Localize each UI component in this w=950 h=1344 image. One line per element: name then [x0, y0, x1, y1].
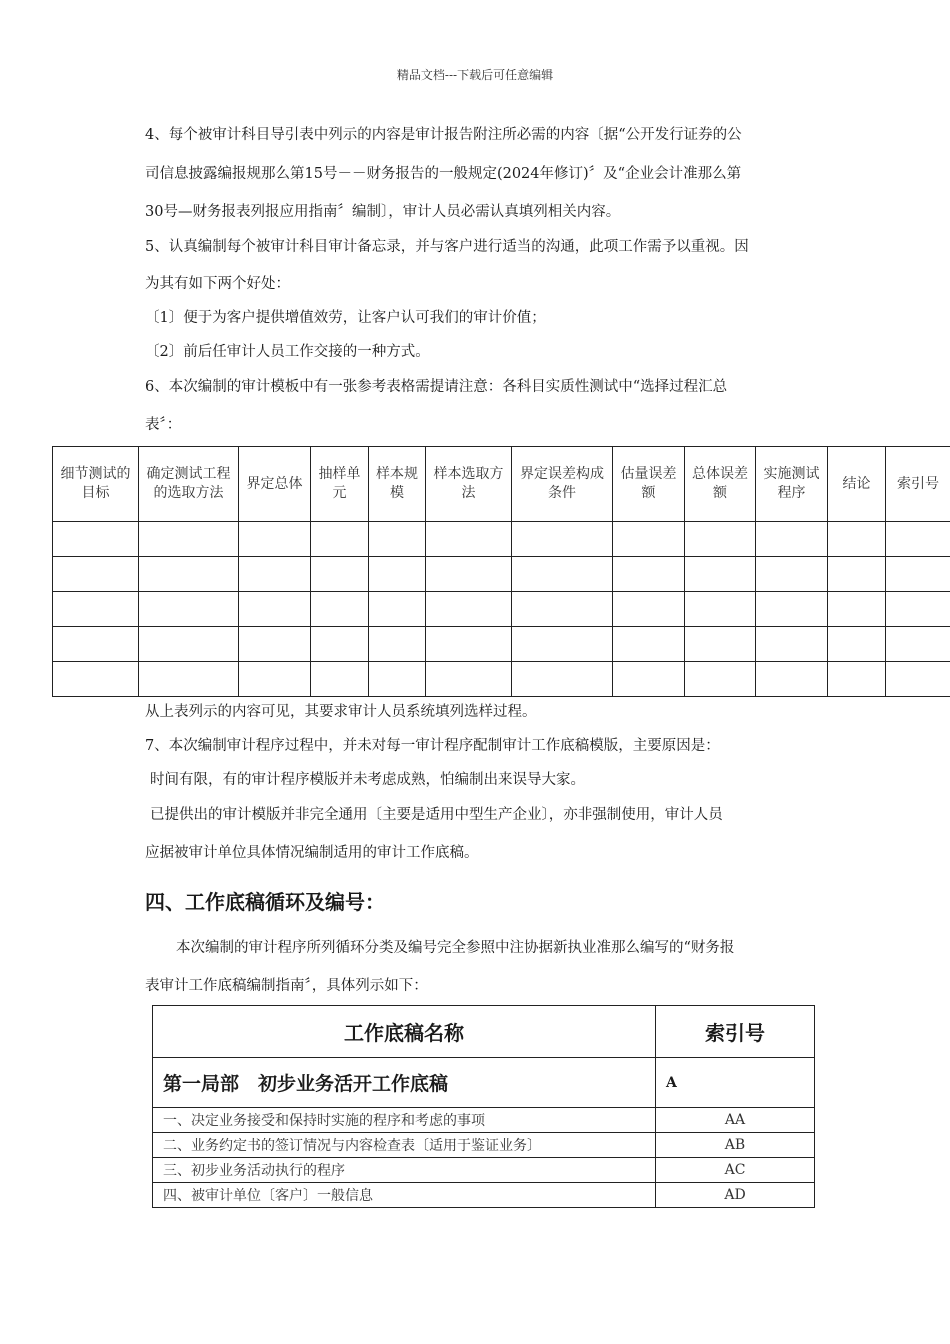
column-header: 界定总体	[239, 447, 311, 522]
paragraph-line: 司信息披露编报规那么第15号－－财务报告的一般规定(2024年修订)〞及“企业会计准那么第	[145, 166, 742, 182]
table-cell	[139, 592, 239, 627]
table-cell	[685, 662, 756, 697]
table-cell	[311, 522, 369, 557]
table-cell	[239, 627, 311, 662]
table-row	[153, 1183, 815, 1208]
row-name: 一、决定业务接受和保持时实施的程序和考虑的事项	[153, 1108, 656, 1133]
paragraph-line: 从上表列示的内容可见，其要求审计人员系统填列选样过程。	[145, 704, 537, 720]
table-row	[153, 1108, 815, 1133]
table-cell	[311, 557, 369, 592]
table-cell	[756, 592, 828, 627]
table-row	[53, 627, 950, 662]
table-cell	[139, 557, 239, 592]
sample-selection-table	[52, 446, 950, 697]
paragraph-line: 表审计工作底稿编制指南〞，具体列示如下：	[145, 978, 428, 994]
table-cell	[828, 592, 886, 627]
part-index: A	[656, 1058, 815, 1108]
row-name: 二、业务约定书的签订情况与内容检查表〔适用于鉴证业务〕	[153, 1133, 656, 1158]
table-row	[153, 1133, 815, 1158]
table-cell	[239, 592, 311, 627]
table-row	[53, 592, 950, 627]
table-cell	[239, 522, 311, 557]
table-cell	[613, 557, 685, 592]
row-name: 三、初步业务活动执行的程序	[153, 1158, 656, 1183]
table-cell	[512, 662, 613, 697]
paragraph-line: 为其有如下两个好处：	[145, 276, 290, 292]
column-header: 抽样单元	[311, 447, 369, 522]
table-cell	[756, 662, 828, 697]
table-body	[53, 522, 950, 697]
table-cell	[613, 592, 685, 627]
column-header: 确定测试工程的选取方法	[139, 447, 239, 522]
table-cell	[53, 557, 139, 592]
column-header: 细节测试的目标	[53, 447, 139, 522]
table-cell	[311, 662, 369, 697]
table-cell	[311, 627, 369, 662]
table-cell	[311, 592, 369, 627]
table-row	[53, 662, 950, 697]
table-cell	[369, 627, 426, 662]
table-cell	[426, 592, 512, 627]
part-row	[153, 1058, 815, 1108]
table-cell	[369, 592, 426, 627]
table-cell	[53, 662, 139, 697]
table-cell	[239, 557, 311, 592]
table-cell	[613, 662, 685, 697]
paragraph-line: 本次编制的审计程序所列循环分类及编号完全参照中注协据新执业准那么编写的“财务报	[176, 940, 735, 956]
paragraph-line: 〔1〕便于为客户提供增值效劳，让客户认可我们的审计价值；	[145, 310, 546, 326]
table-cell	[685, 522, 756, 557]
table-cell	[426, 627, 512, 662]
paragraph-line: 已提供出的审计模版并非完全通用〔主要是适用中型生产企业〕，亦非强制使用，审计人员	[150, 807, 723, 823]
table-row	[53, 557, 950, 592]
table-cell	[369, 522, 426, 557]
table-cell	[685, 592, 756, 627]
table-cell	[613, 627, 685, 662]
column-header: 结论	[828, 447, 886, 522]
paragraph-line: 应据被审计单位具体情况编制适用的审计工作底稿。	[145, 845, 479, 861]
workpaper-index-table	[152, 1005, 815, 1208]
column-header: 估量误差额	[613, 447, 685, 522]
table-cell	[53, 522, 139, 557]
table-cell	[685, 557, 756, 592]
table-cell	[139, 662, 239, 697]
paragraph-line: 表〞：	[145, 417, 182, 433]
table-cell	[139, 627, 239, 662]
row-index: AC	[656, 1158, 815, 1183]
table-cell	[886, 522, 950, 557]
table-row	[153, 1158, 815, 1183]
table-cell	[685, 627, 756, 662]
row-index: AA	[656, 1108, 815, 1133]
row-name: 四、被审计单位〔客户〕一般信息	[153, 1183, 656, 1208]
table-header-row	[53, 447, 950, 522]
table-cell	[53, 627, 139, 662]
table-header-row	[153, 1006, 815, 1058]
table-cell	[426, 662, 512, 697]
table-row	[53, 522, 950, 557]
table-cell	[369, 557, 426, 592]
table-cell	[756, 522, 828, 557]
paragraph-line: 4、每个被审计科目导引表中列示的内容是审计报告附注所必需的内容〔据“公开发行证券的公	[145, 127, 742, 143]
paragraph-line: 30号—财务报表列报应用指南〞编制〕，审计人员必需认真填列相关内容。	[145, 204, 621, 220]
table-cell	[886, 662, 950, 697]
table-cell	[828, 557, 886, 592]
part-name: 第一局部 初步业务活开工作底稿	[153, 1058, 656, 1108]
page-header: 精品文档---下载后可任意编辑	[396, 68, 554, 82]
table-cell	[512, 592, 613, 627]
row-index: AD	[656, 1183, 815, 1208]
paragraph-line: 时间有限，有的审计程序模版并未考虑成熟，怕编制出来误导大家。	[150, 772, 585, 788]
paragraph-line: 5、认真编制每个被审计科目审计备忘录，并与客户进行适当的沟通，此项工作需予以重视。因	[145, 239, 749, 255]
table-cell	[828, 662, 886, 697]
paragraph-line: 〔2〕前后任审计人员工作交接的一种方式。	[145, 344, 430, 360]
table-cell	[828, 627, 886, 662]
table-cell	[512, 557, 613, 592]
table-cell	[886, 557, 950, 592]
table-cell	[239, 662, 311, 697]
table-cell	[613, 522, 685, 557]
table-cell	[886, 592, 950, 627]
table-cell	[426, 557, 512, 592]
table-cell	[53, 592, 139, 627]
table-cell	[512, 522, 613, 557]
column-header: 总体误差额	[685, 447, 756, 522]
column-header-index: 索引号	[656, 1006, 815, 1058]
column-header: 界定误差构成条件	[512, 447, 613, 522]
table-cell	[828, 522, 886, 557]
table-cell	[756, 557, 828, 592]
row-index: AB	[656, 1133, 815, 1158]
column-header-name: 工作底稿名称	[153, 1006, 656, 1058]
column-header: 索引号	[886, 447, 950, 522]
section-title: 四、工作底稿循环及编号：	[145, 890, 385, 914]
table-cell	[369, 662, 426, 697]
table-cell	[886, 627, 950, 662]
column-header: 实施测试程序	[756, 447, 828, 522]
paragraph-line: 6、本次编制的审计模板中有一张参考表格需提请注意：各科目实质性测试中“选择过程汇总	[145, 379, 728, 395]
table-cell	[426, 522, 512, 557]
column-header: 样本选取方法	[426, 447, 512, 522]
column-header: 样本规模	[369, 447, 426, 522]
paragraph-line: 7、本次编制审计程序过程中，并未对每一审计程序配制审计工作底稿模版，主要原因是：	[145, 738, 720, 754]
table-cell	[512, 627, 613, 662]
table-cell	[756, 627, 828, 662]
table-cell	[139, 522, 239, 557]
